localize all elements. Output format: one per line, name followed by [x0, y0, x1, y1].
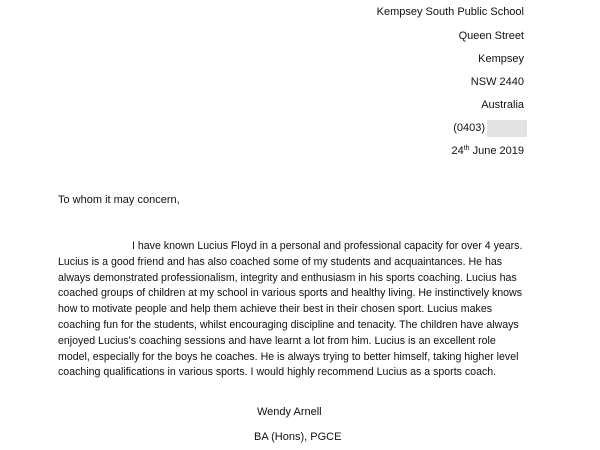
date-suffix: th: [463, 145, 470, 152]
letter-date: [451, 144, 524, 158]
street-line: Queen Street: [458, 30, 524, 42]
phone-prefix: (0403): [453, 122, 485, 134]
salutation: To whom it may concern,: [58, 194, 180, 206]
letter-body: [58, 239, 528, 381]
country-line: Australia: [481, 99, 524, 111]
school-name: Kempsey South Public School: [376, 6, 524, 18]
date-day: 24: [451, 145, 464, 157]
redacted-phone-block: [487, 120, 527, 137]
town-line: Kempsey: [478, 53, 524, 65]
state-postcode-line: NSW 2440: [470, 76, 524, 88]
phone-line: [453, 120, 527, 137]
signatory-credentials: BA (Hons), PGCE: [254, 431, 342, 443]
signatory-name: Wendy Arnell: [257, 406, 322, 418]
body-paragraph: I have known Lucius Floyd in a personal and professional capacity for over 4 years. Lucius is a good friend and has also coached some of my students and acquaintances. He has always demonstrated professionalism, integrity and enthusiasm in his sports coaching. Lucius has coached groups of children at my school in various sports and healthy living. He instinctively knows how to motivate people and help them achieve their best in their chosen sport. Lucius makes coaching fun for the students, whilst encouraging discipline and tenacity. The children have always enjoyed Lucius's coaching sessions and have learnt a lot from him. Lucius is an excellent role model, especially for the boys he coaches. He is always trying to better himself, taking higher level coaching qualifications in various sports. I would highly recommend Lucius as a sports coach.: [58, 240, 523, 379]
date-rest: June 2019: [469, 145, 524, 157]
